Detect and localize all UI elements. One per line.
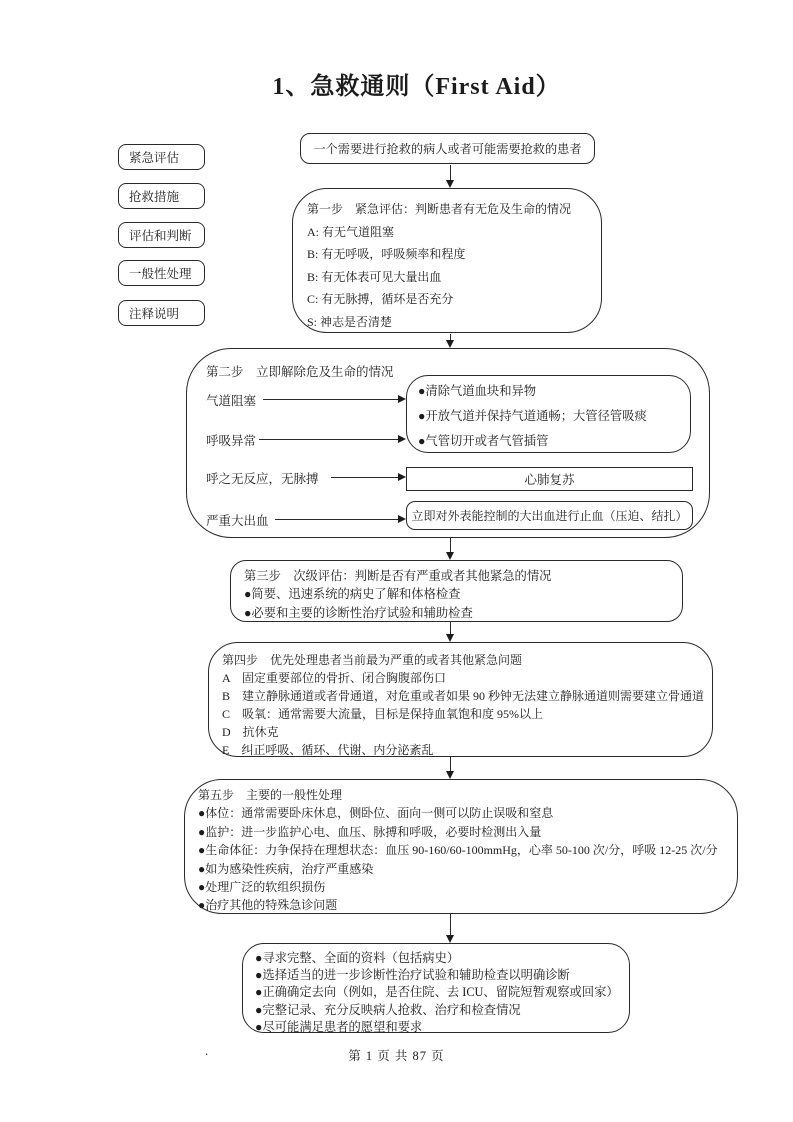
final-item-complete-data: ●寻求完整、全面的资料（包括病史） bbox=[255, 951, 460, 965]
flow-arrow-down-1 bbox=[446, 165, 455, 188]
step5-item-special-problems: ●治疗其他的特殊急诊问题 bbox=[198, 898, 338, 913]
flow-arrow-right-1 bbox=[263, 395, 406, 404]
step2-label-no-response-no-pulse: 呼之无反应，无脉搏 bbox=[206, 472, 319, 486]
step5-node bbox=[184, 779, 738, 914]
airway-treatment-item-intubation: ●气管切开或者气管插管 bbox=[418, 434, 549, 448]
final-item-further-tests: ●选择适当的进一步诊断性治疗试验和辅助检查以明确诊断 bbox=[255, 968, 570, 983]
step4-title: 第四步 优先处理患者当前最为严重的或者其他紧急问题 bbox=[222, 653, 523, 667]
flow-arrow-right-4 bbox=[275, 515, 406, 524]
step2-title: 第二步 立即解除危及生命的情况 bbox=[206, 365, 394, 379]
step1-item-airway: A: 有无气道阻塞 bbox=[307, 224, 395, 239]
bleeding-control-node: 立即对外表能控制的大出血进行止血（压迫、结扎） bbox=[406, 501, 693, 530]
step5-item-soft-tissue: ●处理广泛的软组织损伤 bbox=[198, 880, 326, 895]
step5-item-infection: ●如为感染性疾病，治疗严重感染 bbox=[198, 861, 374, 876]
legend-item-general-handling: 一般性处理 bbox=[118, 260, 205, 286]
step4-item-c: C 吸氧：通常需要大流量，目标是保持血氧饱和度 95%以上 bbox=[222, 707, 544, 721]
step1-title: 第一步 紧急评估：判断患者有无危及生命的情况 bbox=[307, 202, 572, 216]
step1-node bbox=[292, 188, 602, 333]
flow-arrow-down-2 bbox=[446, 334, 455, 348]
airway-treatment-item-open: ●开放气道并保持气道通畅；大管径管吸痰 bbox=[418, 409, 647, 423]
flow-arrow-right-2 bbox=[259, 435, 406, 444]
step5-item-monitoring: ●监护：进一步监护心电、血压、脉搏和呼吸，必要时检测出入量 bbox=[198, 824, 542, 839]
step1-item-sensorium: S: 神志是否清楚 bbox=[307, 314, 393, 329]
step4-item-e: E 纠正呼吸、循环、代谢、内分泌紊乱 bbox=[222, 743, 434, 757]
final-item-records: ●完整记录、充分反映病人抢救、治疗和检查情况 bbox=[255, 1002, 521, 1017]
step1-item-bleeding: B: 有无体表可见大量出血 bbox=[307, 269, 442, 284]
step2-label-severe-bleeding: 严重大出血 bbox=[206, 514, 269, 528]
step4-node bbox=[208, 642, 713, 757]
airway-treatment-item-clear: ●清除气道血块和异物 bbox=[418, 384, 537, 398]
final-item-patient-wishes: ●尽可能满足患者的愿望和要求 bbox=[255, 1019, 423, 1034]
step5-item-position: ●体位：通常需要卧床休息，侧卧位、面向一侧可以防止误吸和窒息 bbox=[198, 806, 554, 821]
step4-item-a: A 固定重要部位的骨折、闭合胸腹部伤口 bbox=[222, 671, 447, 685]
flow-arrow-down-6 bbox=[446, 914, 455, 943]
step2-label-abnormal-breathing: 呼吸异常 bbox=[206, 434, 257, 448]
step1-item-breathing: B: 有无呼吸，呼吸频率和程度 bbox=[307, 247, 466, 261]
step4-item-d: D 抗休克 bbox=[222, 725, 279, 739]
page-number: 第 1 页 共 87 页 bbox=[348, 1049, 445, 1063]
legend-item-notes: 注释说明 bbox=[118, 300, 205, 326]
step1-item-circulation: C: 有无脉搏，循环是否充分 bbox=[307, 292, 454, 306]
step2-label-airway-obstruction: 气道阻塞 bbox=[206, 394, 257, 408]
flow-arrow-right-3 bbox=[331, 473, 406, 482]
step4-item-b: B 建立静脉通道或者骨通道，对危重或者如果 90 秒钟无法建立静脉通道则需要建立骨通道 bbox=[222, 689, 705, 703]
step5-title: 第五步 主要的一般性处理 bbox=[198, 788, 343, 802]
legend-item-assessment-judgement: 评估和判断 bbox=[118, 222, 205, 248]
flow-arrow-down-3 bbox=[446, 538, 455, 560]
legend-item-emergency-assessment: 紧急评估 bbox=[118, 144, 205, 170]
step2-node bbox=[186, 348, 710, 538]
step5-item-vital-signs: ●生命体征：力争保持在理想状态：血压 90-160/60-100mmHg，心率 50-100 次/分，呼吸 12-25 次/分 bbox=[198, 843, 718, 858]
step3-title: 第三步 次级评估：判断是否有严重或者其他紧急的情况 bbox=[244, 569, 552, 583]
step3-node bbox=[230, 560, 683, 622]
page-title: 1、急救通则（First Aid） bbox=[272, 74, 561, 100]
final-node bbox=[242, 943, 630, 1033]
legend-item-rescue-measures: 抢救措施 bbox=[118, 183, 205, 209]
cpr-node: 心肺复苏 bbox=[406, 467, 693, 491]
final-item-disposition: ●正确确定去向（例如，是否住院、去 ICU、留院短暂观察或回家） bbox=[255, 985, 619, 1000]
flow-arrow-down-4 bbox=[446, 621, 455, 642]
step3-item-history-exam: ●简要、迅速系统的病史了解和体格检查 bbox=[244, 587, 461, 602]
flow-start-node: 一个需要进行抢救的病人或者可能需要抢救的患者 bbox=[300, 133, 595, 164]
flow-arrow-down-5 bbox=[446, 757, 455, 779]
airway-treatment-node bbox=[406, 375, 691, 453]
step3-item-diagnostic-tests: ●必要和主要的诊断性治疗试验和辅助检查 bbox=[244, 605, 473, 620]
footer-dot: . bbox=[205, 1044, 209, 1058]
